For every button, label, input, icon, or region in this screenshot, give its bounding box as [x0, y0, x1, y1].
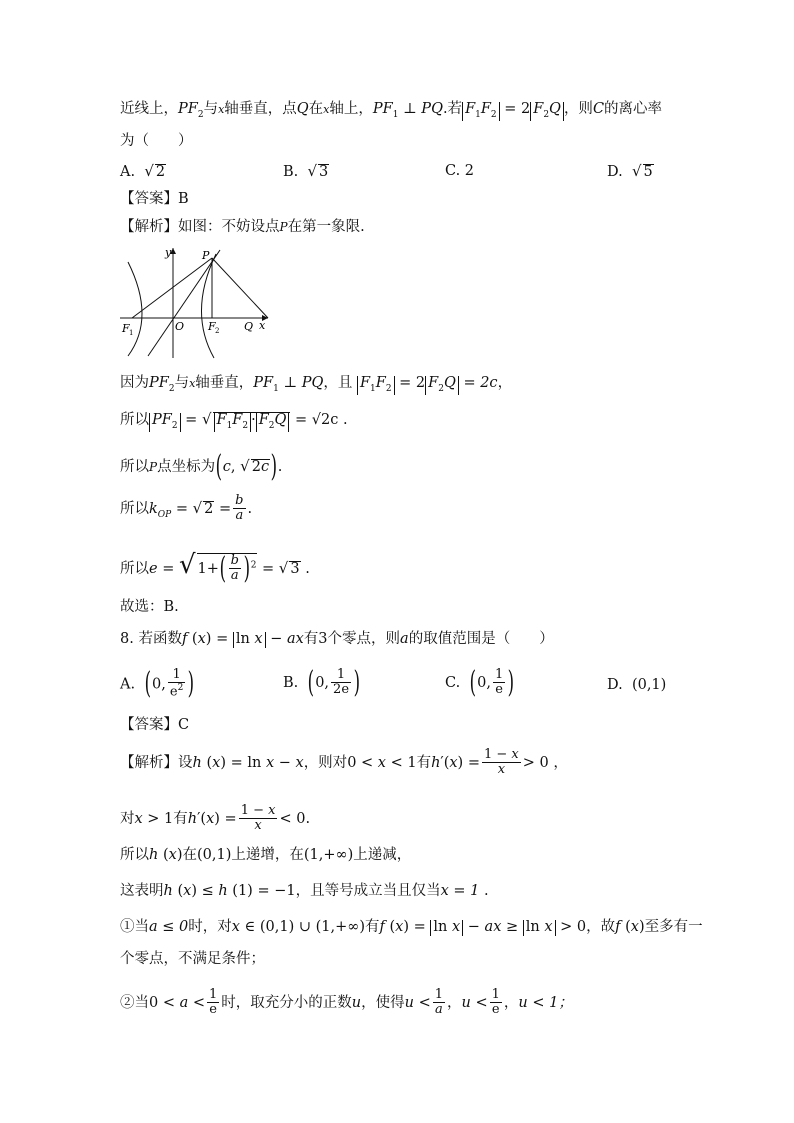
fig-label-f1: F	[122, 322, 130, 335]
q7-option-b: B. √ 3	[283, 162, 329, 180]
q7-step4: 所以$k_{OP}$ = √ 2 = $\frac{b}{a}$ .	[120, 493, 253, 524]
fig-label-f2-sub: 2	[215, 327, 220, 335]
q8-analysis-5: ①当a ≤ 0时，对x ∈ (0,1) ∪ (1,+∞)有f (x) = ln x − ax ≥ ln x > 0，故f (x)至多有一	[120, 919, 703, 935]
q8-option-a: A. (0, $\frac{1}{e^2}$ )	[120, 666, 195, 702]
q7-step5: 所以e = √ 1+( $\frac{b}{a}$ )$^2$ = √ 3 .	[120, 550, 310, 586]
fig-label-x: x	[259, 319, 266, 332]
fig-label-f1-sub: 1	[129, 329, 134, 337]
hyperbola-figure	[118, 244, 278, 360]
fig-label-f2: F	[208, 320, 216, 333]
q7-step1: 因为$PF_2$与x轴垂直，$PF_1$ ⊥ PQ，且 $F_1F_2 = 2$ $F_2Q = 2c$，	[120, 375, 513, 394]
q7-stem-line2: 为（ ）	[120, 133, 193, 149]
q8-analysis-2: 对x > 1有h′(x) = $\frac{1 - x}{x}$ < 0.	[120, 803, 311, 834]
q7-analysis-intro: 【解析】如图：不妨设点P在第一象限.	[120, 219, 365, 235]
q7-answer: 【答案】B	[120, 191, 189, 207]
q8-option-b: B. (0, $\frac{1}{2e}$ )	[283, 665, 361, 701]
q8-option-d: D. (0,1)	[607, 677, 667, 693]
q8-option-c: C. (0, $\frac{1}{e}$ )	[445, 665, 515, 701]
q8-answer: 【答案】C	[120, 717, 190, 733]
q8-analysis-7: ②当0 < a < $\frac{1}{e}$ 时，取充分小的正数u，使得u < $\frac{1}{a}$ ，u < $\frac{1}{e}$ ，u < 1；	[120, 987, 573, 1018]
q8-analysis-4: 这表明h (x) ≤ h (1) = −1，且等号成立当且仅当x = 1 .	[120, 883, 489, 899]
fig-label-p: P	[202, 249, 210, 262]
q7-step3: 所以P点坐标为(c, √ 2c).	[120, 449, 283, 484]
q7-conclusion: 故选：B.	[120, 599, 179, 615]
fig-label-o: O	[175, 320, 185, 333]
fig-label-y: y	[165, 246, 172, 259]
q8-analysis-6: 个零点，不满足条件；	[120, 951, 265, 967]
q7-stem-line1: 近线上，$PF_2$与x轴垂直，点Q在x轴上，$PF_1$ ⊥ PQ.若 $F_1F_2 = 2$ $F_2Q$ ，则C的离心率	[120, 101, 663, 120]
q8-analysis-3: 所以h (x)在(0,1)上递增，在(1,+∞)上递减，	[120, 847, 412, 863]
q7-option-a: A. √ 2	[120, 162, 166, 180]
q8-stem: 8. 若函数f (x) = ln x − ax有3个零点，则a的取值范围是（ ）	[120, 631, 554, 647]
q8-analysis-1: 【解析】设h (x) = ln x − x，则对0 < x < 1有h′(x) = $\frac{1 - x}{x}$ > 0 ，	[120, 747, 568, 778]
fig-label-q: Q	[244, 320, 254, 333]
q7-option-d: D. √ 5	[607, 162, 653, 180]
q7-step2: 所以 $PF_2$ = √ $F_1F_2 \cdot F_2Q = √2c$ .	[120, 410, 348, 431]
q7-option-c: C. 2	[445, 163, 475, 179]
